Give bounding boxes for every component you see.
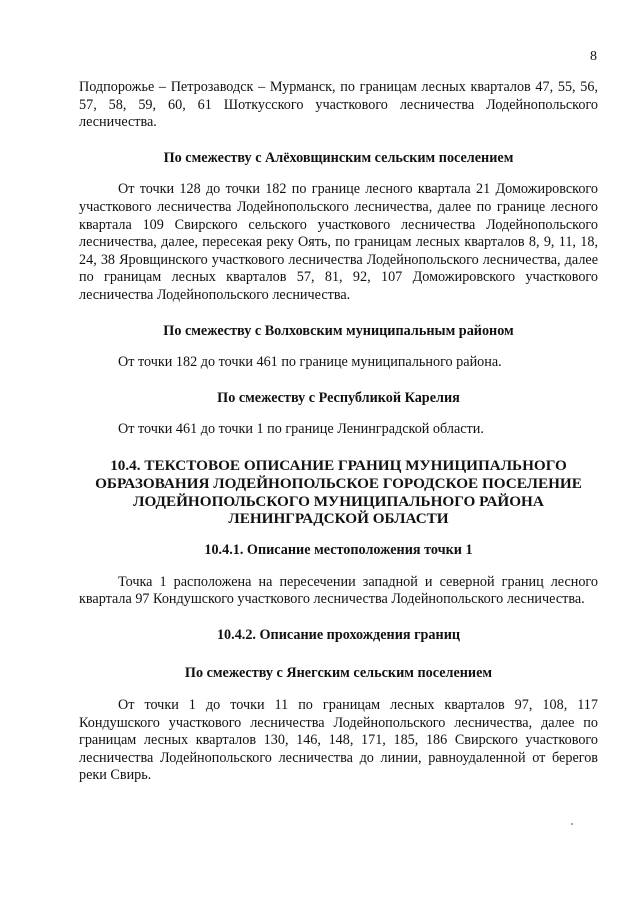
paragraph-karelia: От точки 461 до точки 1 по границе Ленинградской области.: [118, 421, 484, 438]
scan-speck: [571, 823, 573, 825]
subheading-10-4-2: 10.4.2. Описание прохождения границ: [216, 626, 461, 643]
paragraph-10-4-1: Точка 1 расположена на пересечении западной и северной границ лесного квартала 97 Кондушского участкового лесничества Лодейнопольского лесничества.: [79, 573, 598, 608]
subheading-karelia: По смежеству с Республикой Карелия: [217, 389, 460, 406]
subheading-10-4-1: 10.4.1. Описание местоположения точки 1: [204, 542, 473, 559]
section-title-10-4: 10.4. ТЕКСТОВОЕ ОПИСАНИЕ ГРАНИЦ МУНИЦИПАЛЬНОГО ОБРАЗОВАНИЯ ЛОДЕЙНОПОЛЬСКОЕ ГОРОДСКОЕ ПОСЕЛЕНИЕ ЛОДЕЙНОПОЛЬСКОГО МУНИЦИПАЛЬНОГО РАЙОНА ЛЕНИНГРАДСКОЙ ОБЛАСТИ: [95, 456, 582, 528]
subheading-volkhov: По смежеству с Волховским муниципальным районом: [163, 322, 514, 339]
paragraph-volkhov: От точки 182 до точки 461 по границе муниципального района.: [118, 354, 502, 371]
paragraph-intro: Подпорожье – Петрозаводск – Мурманск, по границам лесных кварталов 47, 55, 56, 57, 58, 59, 60, 61 Шоткусского участкового лесничества Лодейнопольского лесничества.: [79, 79, 598, 131]
page-body: [79, 79, 598, 785]
paragraph-alekhovshchina: От точки 128 до точки 182 по границе лесного квартала 21 Доможировского участкового лесничества Лодейнопольского лесничества, далее по границе лесного квартала 109 Свирского сельского участкового лесничества Лодейнопольского лесничества, далее, пересекая реку Оять, по границам лесных кварталов 8, 9, 11, 18, 24, 38 Яровщинского участкового лесничества Лодейнопольского лесничества, далее по границам лесных кварталов 57, 81, 92, 107 Доможировского участкового лесничества Лодейнопольского лесничества.: [79, 181, 598, 303]
paragraph-yanega: От точки 1 до точки 11 по границам лесных кварталов 97, 108, 117 Кондушского участкового лесничества Лодейнопольского лесничества, далее по границам лесных кварталов 130, 146, 148, 171, 185, 186 Свирского участкового лесничества Лодейнопольского лесничества до линии, равноудаленной от берегов реки Свирь.: [79, 697, 598, 784]
subheading-alekhovshchina: По смежеству с Алёховщинским сельским поселением: [163, 149, 514, 166]
page-number: 8: [590, 49, 597, 64]
subheading-yanega: По смежеству с Янегским сельским поселением: [184, 665, 493, 682]
